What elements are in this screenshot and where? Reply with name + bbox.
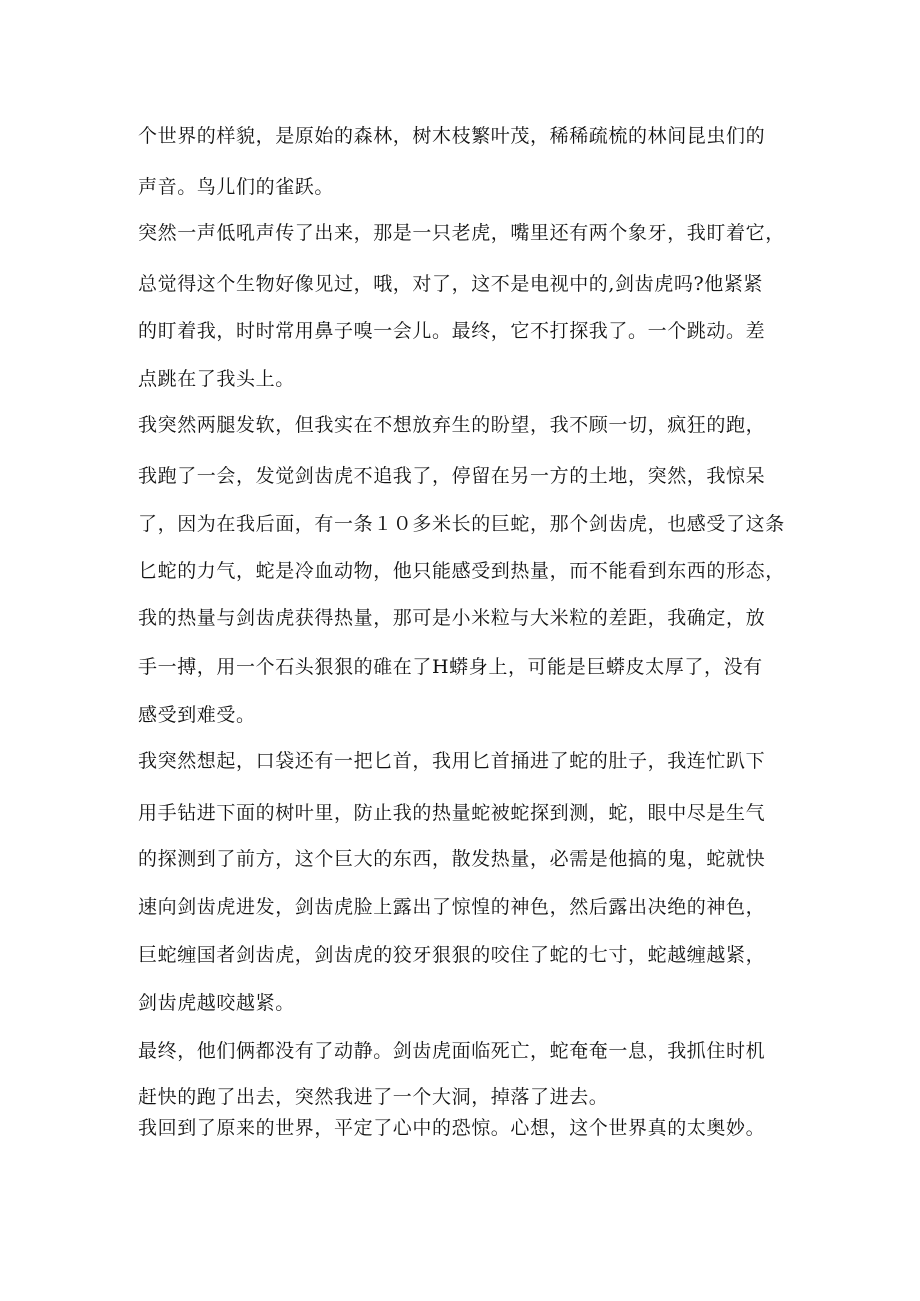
text-line: 手一搏，用一个石头狠狠的碓在了H蟒身上，可能是巨蟒皮太厚了，没有 — [138, 656, 763, 678]
text-line: 赶快的跑了出去，突然我进了一个大洞，掉落了进去。 — [138, 1086, 609, 1108]
text-line: 速向剑齿虎进发，剑齿虎脸上露出了惊惶的神色，然后露出决绝的神色， — [138, 896, 766, 918]
text-line: 我的热量与剑齿虎获得热量，那可是小米粒与大米粒的差距，我确定，放 — [138, 607, 766, 629]
text-line: 我突然想起，口袋还有一把匕首，我用匕首捅进了蛇的肚子，我连忙趴下 — [138, 750, 766, 772]
text-line: 了，因为在我后面，有一条１０多米长的巨蛇，那个剑齿虎，也感受了这条 — [138, 513, 785, 535]
text-line: 声音。鸟儿们的雀跃。 — [138, 176, 335, 198]
text-line: 我跑了一会，发觉剑齿虎不追我了，停留在另一方的土地，突然，我惊呆 — [138, 465, 766, 487]
text-line: 个世界的样貌，是原始的森林，树木枝繁叶茂，稀稀疏梳的林间昆虫们的 — [138, 125, 766, 147]
text-line: 匕蛇的力气，蛇是冷血动物，他只能感受到热量，而不能看到东西的形态， — [138, 560, 785, 582]
text-line: 用手钻进下面的树叶里，防止我的热量蛇被蛇探到测，蛇，眼中尽是生气 — [138, 802, 766, 824]
text-line: 突然一声低吼声传了出来，那是一只老虎，嘴里还有两个象牙，我盯着它， — [138, 222, 785, 244]
text-line: 感受到难受。 — [138, 704, 256, 726]
text-line: 点跳在了我头上。 — [138, 368, 295, 390]
text-line: 最终，他们俩都没有了动静。剑齿虎面临死亡，蛇奄奄一息，我抓住时机 — [138, 1040, 766, 1062]
text-line: 剑齿虎越咬越紧。 — [138, 992, 295, 1014]
text-line: 我突然两腿发软，但我实在不想放弃生的盼望，我不顾一切，疯狂的跑， — [138, 414, 766, 436]
text-line: 巨蛇缠国者剑齿虎，剑齿虎的狡牙狠狠的咬住了蛇的七寸，蛇越缠越紧， — [138, 944, 766, 966]
text-line: 我回到了原来的世界，平定了心中的恐惊。心想，这个世界真的太奥妙。 — [138, 1117, 766, 1139]
text-line: 的盯着我，时时常用鼻子嗅一会儿。最终，它不打探我了。一个跳动。差 — [138, 320, 766, 342]
text-line: 总觉得这个生物好像见过，哦，对了，这不是电视中的,剑齿虎吗?他紧紧 — [138, 273, 764, 295]
text-line: 的探测到了前方，这个巨大的东西，散发热量，必需是他搞的鬼，蛇就快 — [138, 848, 766, 870]
